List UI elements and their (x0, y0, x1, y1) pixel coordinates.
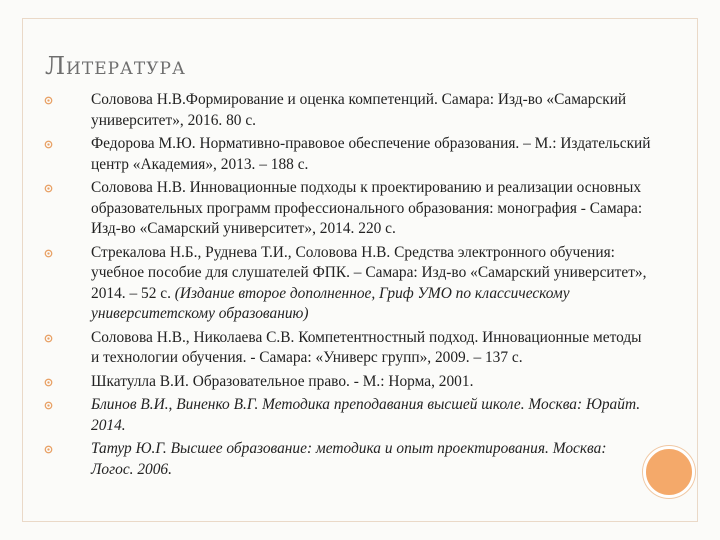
ring-bullet-icon (44, 184, 53, 193)
ring-bullet-icon (44, 140, 53, 149)
ring-bullet-icon (44, 401, 53, 410)
list-item (42, 439, 652, 480)
reference-text: Федорова М.Ю. Нормативно-правовое обеспечение образования. – М.: Издательский центр «Академия», 2013. – 188 с. (91, 135, 651, 173)
ring-bullet-icon (44, 334, 53, 343)
reference-italic: Блинов В.И., Виненко В.Г. Методика преподавания высшей школе. Москва: Юрайт. 2014. (91, 396, 641, 434)
list-item (42, 372, 652, 393)
reference-text: Шкатулла В.И. Образовательное право. - М.: Норма, 2001. (91, 372, 474, 390)
list-item (42, 90, 652, 131)
reference-text: Соловова Н.В., Николаева С.В. Компетентностный подход. Инновационные методы и технологии обучения. - Самара: «Универс групп», 2009. – 137 с. (91, 328, 642, 366)
slide-title (45, 52, 186, 80)
reference-text: Стрекалова Н.Б., Руднева Т.И., Соловова Н.В. Средства электронного обучения: учебное пособие для слушателей ФПК. – Самара: Изд-во «Самарский университет», 2014. – 52 с. (91, 243, 647, 302)
reference-italic: (Издание второе дополненное, Гриф УМО по классическому университетскому образованию) (91, 284, 570, 322)
ring-bullet-icon (44, 249, 53, 258)
title-first-letter: Л (45, 52, 67, 80)
ring-bullet-icon (44, 378, 53, 387)
reference-text: Соловова Н.В.Формирование и оценка компетенций. Самара: Изд-во «Самарский университет», 2016. 80 с. (91, 91, 627, 129)
reference-italic: Татур Ю.Г. Высшее образование: методика и опыт проектирования. Москва: Логос. 2006. (91, 440, 607, 478)
decorative-circle (643, 446, 695, 498)
list-item (42, 178, 652, 240)
title-rest: ИТЕРАТУРА (66, 59, 186, 79)
ring-bullet-icon (44, 445, 53, 454)
reference-text: Соловова Н.В. Инновационные подходы к проектированию и реализации основных образовательных программ профессионального образования: монография - Самара: Изд-во «Самарский университет», 2014. 220 с. (91, 179, 643, 237)
list-item (42, 243, 652, 325)
list-item (42, 328, 652, 369)
list-item (42, 395, 652, 436)
list-item (42, 134, 652, 175)
reference-list (42, 90, 652, 483)
ring-bullet-icon (44, 96, 53, 105)
